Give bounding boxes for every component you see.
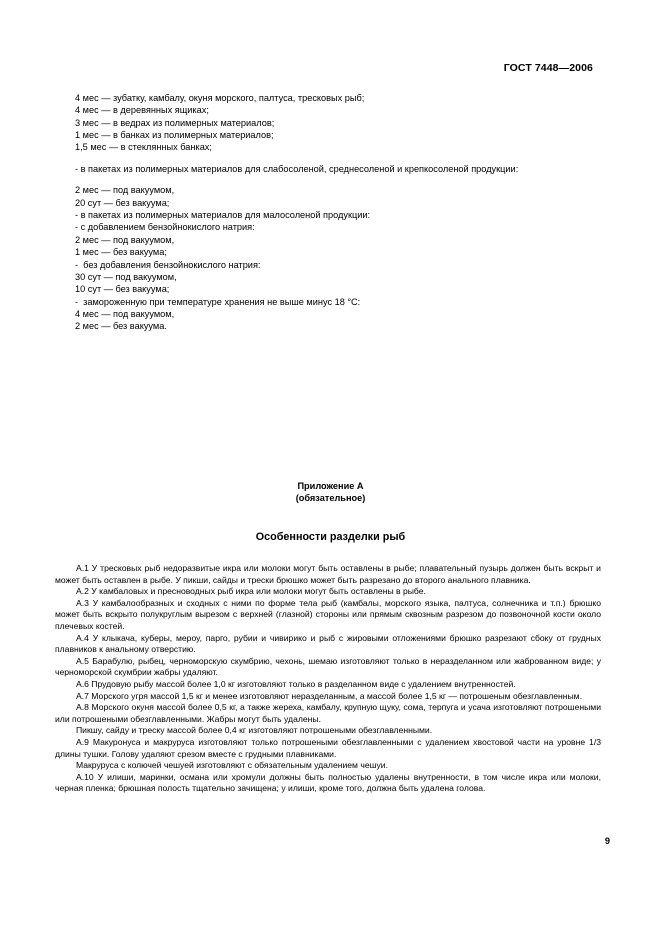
appendix-label: Приложение А <box>297 481 364 491</box>
appendix-paragraph: А.8 Морского окуня массой более 0,5 кг, а также жереха, камбалу, крупную щуку, сома, терпуга и усача изготовляют потрошеными или потрошеными обезглавленными. Жабры могут быть удалены. <box>55 702 601 724</box>
storage-term-line: 4 мес — под вакуумом, <box>75 308 175 319</box>
storage-term-line: 4 мес — зубатку, камбалу, окуня морского, палтуса, тресковых рыб; <box>75 93 365 103</box>
storage-term-line: 2 мес — без вакуума. <box>75 321 167 332</box>
appendix-paragraph: А.3 У камбалообразных и сходных с ними по форме тела рыб (камбалы, морского языка, палтуса, солнечника и т.п.) брюшко может быть вскрыто полукруглым вырезом с верхней (глазной) стороны или прямым сквозным разрезом до позвоночной кости около плечевых костей. <box>55 597 601 631</box>
appendix-paragraph: А.5 Барабулю, рыбец, черноморскую скумбрию, чехонь, шемаю изготовляют только в неразделанном или жаброванном виде; у черноморской скумбрии жабры удаляют. <box>55 655 601 678</box>
appendix-paragraph: Макруруса с колючей чешуей изготовляют с обязательным удалением чешуи. <box>76 760 388 771</box>
storage-term-line: 3 мес — в ведрах из полимерных материалов; <box>75 117 275 128</box>
page-number: 9 <box>604 836 610 846</box>
appendix-title: Особенности разделки рыб <box>255 531 406 543</box>
storage-term-line: 2 мес — под вакуумом, <box>75 185 175 196</box>
storage-term-line: 10 сут — без вакуума; <box>75 284 170 295</box>
appendix-label-block <box>0 481 661 504</box>
appendix-paragraph: А.1 У тресковых рыб недоразвитые икра или молоки могут быть оставлены в рыбе; плавательный пузырь должен быть вскрыт и может быть оставлен в рыбе. У пикши, сайды и трески брюшко может быть разрезано до второго анального плавника. <box>55 563 601 585</box>
appendix-paragraph: А.9 Макуронуса и макруруса изготовляют только потрошеными обезглавленными с удалением хвостовой части на уровне 1/3 длины тушки. Голову удаляют срезом вместе с грудными плавниками. <box>55 736 601 759</box>
appendix-sublabel: (обязательное) <box>295 492 366 503</box>
storage-term-line: - в пакетах из полимерных материалов для малосоленой продукции: <box>75 210 371 221</box>
appendix-paragraph: Пикшу, сайду и треску массой более 0,4 кг изготовляют потрошеными обезглавленными. <box>76 725 433 736</box>
storage-term-line: 1 мес — без вакуума; <box>75 247 167 258</box>
storage-term-line: 30 сут — под вакуумом, <box>75 271 177 282</box>
appendix-body <box>55 563 601 795</box>
storage-term-line: - с добавлением бензойнокислого натрия: <box>75 222 255 233</box>
appendix-paragraph: А.4 У клыкача, куберы, мероу, парго, рубии и чивирико и рыб с жировыми отложениями брюшко разрезают сбоку от грудных плавников к анальному отверстию. <box>55 632 601 655</box>
storage-term-line: 1,5 мес — в стеклянных банках; <box>75 142 212 153</box>
appendix-paragraph: А.7 Морского угря массой 1,5 кг и менее изготовляют неразделанным, а массой более 1,5 кг — потрошеным обезглавленным. <box>76 690 582 701</box>
storage-term-line: 4 мес — в деревянных ящиках; <box>75 105 209 116</box>
standard-header: ГОСТ 7448—2006 <box>503 62 593 74</box>
storage-terms-block <box>55 92 601 333</box>
appendix-paragraph: А.2 У камбаловых и пресноводных рыб икра или молоки могут быть оставлены в рыбе. <box>76 586 426 597</box>
storage-term-wrapped-line: - в пакетах из полимерных материалов для слабосоленой, среднесоленой и крепкосоленой продукции: <box>75 163 519 174</box>
storage-term-line: 1 мес — в банках из полимерных материалов; <box>75 130 274 141</box>
appendix-paragraph: А.6 Прудовую рыбу массой более 1,0 кг изготовляют только в разделанном виде с удалением внутренностей. <box>76 678 516 689</box>
storage-term-line: 20 сут — без вакуума; <box>75 197 170 208</box>
appendix-paragraph: А.10 У илиши, маринки, османа или хромули должны быть полностью удалены внутренности, в том числе икра или молоки, черная пленка; брюшная полость тщательно зачищена; у илиши, кроме того, должна быть удалена голова. <box>55 771 601 794</box>
storage-term-line: - без добавления бензойнокислого натрия: <box>75 259 261 270</box>
storage-term-line: 2 мес — под вакуумом, <box>75 234 175 245</box>
storage-term-line: - замороженную при температуре хранения не выше минус 18 °С: <box>75 296 361 307</box>
